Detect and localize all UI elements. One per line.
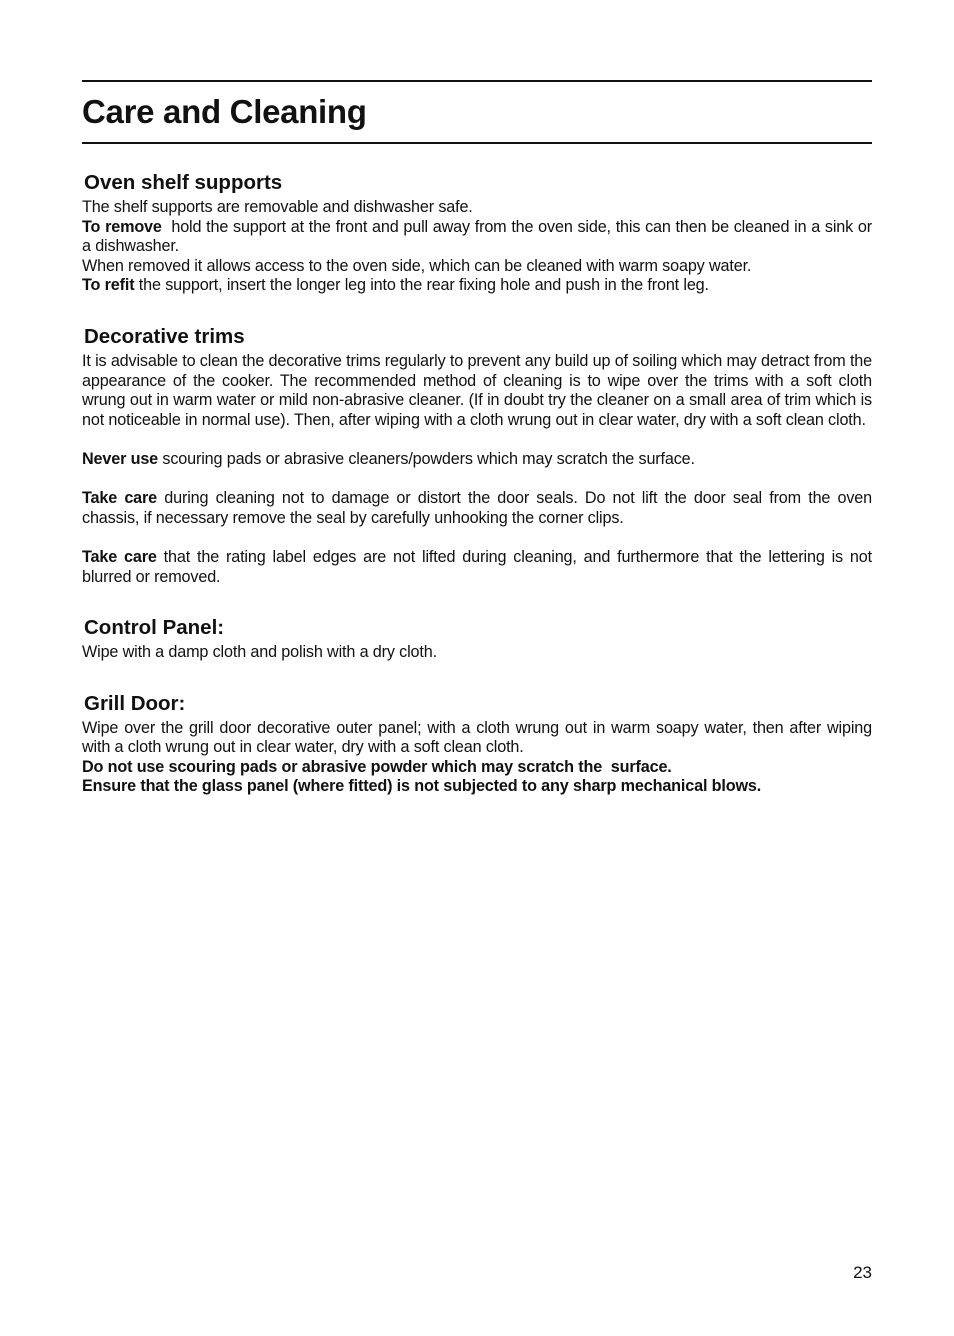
section-heading: Oven shelf supports xyxy=(84,171,283,194)
paragraph: It is advisable to clean the decorative trims regularly to prevent any build up of soiling which may detract from the appearance of the cooker. The recommended method of cleaning is to wipe over the trims with a soft cloth wrung out in warm water or mild non-abrasive cleaner. (If in doubt try the cleaner on a small area of trim which is not noticeable in normal use). Then, after wiping with a cloth wrung out in clear water, dry with a soft clean cloth. xyxy=(82,351,872,429)
section-control-panel xyxy=(82,616,872,663)
section-decorative-trims xyxy=(82,325,872,587)
bold-lead: Never use xyxy=(82,449,159,468)
paragraph-text: the support, insert the longer leg into the rear fixing hole and push in the front leg. xyxy=(134,276,709,295)
paragraph-text: scouring pads or abrasive cleaners/powders which may scratch the surface. xyxy=(158,449,695,468)
section-heading: Control Panel: xyxy=(84,616,225,640)
page-number: 23 xyxy=(853,1263,872,1282)
paragraph-text: that the rating label edges are not lifted during cleaning, and furthermore that the lettering is not blurred or removed. xyxy=(82,547,872,586)
page-title: Care and Cleaning xyxy=(82,93,367,130)
section-oven-shelf-supports xyxy=(82,171,877,296)
paragraph: Wipe over the grill door decorative outer panel; with a cloth wrung out in warm soapy water, then after wiping with a cloth wrung out in clear water, dry with a soft clean cloth. xyxy=(82,718,872,757)
bold-lead: To refit xyxy=(82,276,135,295)
bold-lead: Take care xyxy=(82,547,157,566)
paragraph xyxy=(82,217,877,257)
page-content xyxy=(82,80,877,797)
section-heading: Decorative trims xyxy=(84,324,245,348)
paragraph xyxy=(82,548,872,587)
section-grill-door xyxy=(82,692,872,797)
paragraph: The shelf supports are removable and dishwasher safe. xyxy=(82,198,473,216)
warning-text: Ensure that the glass panel (where fitted) is not subjected to any sharp mechanical blows. xyxy=(82,777,762,796)
top-rule xyxy=(82,80,872,82)
bold-lead: Take care xyxy=(82,489,158,508)
paragraph xyxy=(82,276,872,296)
paragraph: When removed it allows access to the oven side, which can be cleaned with warm soapy water. xyxy=(82,256,752,275)
paragraph xyxy=(82,450,872,470)
paragraph: Wipe with a damp cloth and polish with a dry cloth. xyxy=(82,643,437,662)
paragraph xyxy=(82,489,872,528)
bold-lead: To remove xyxy=(82,217,162,236)
paragraph-text: during cleaning not to damage or distort the door seals. Do not lift the door seal from the oven chassis, if necessary remove the seal by carefully unhooking the corner clips. xyxy=(82,489,872,527)
warning-text: Do not use scouring pads or abrasive powder which may scratch the surface. xyxy=(82,757,672,776)
paragraph-text: hold the support at the front and pull away from the oven side, this can then be cleaned in a sink or a dishwasher. xyxy=(82,217,877,256)
section-heading: Grill Door: xyxy=(84,691,186,715)
